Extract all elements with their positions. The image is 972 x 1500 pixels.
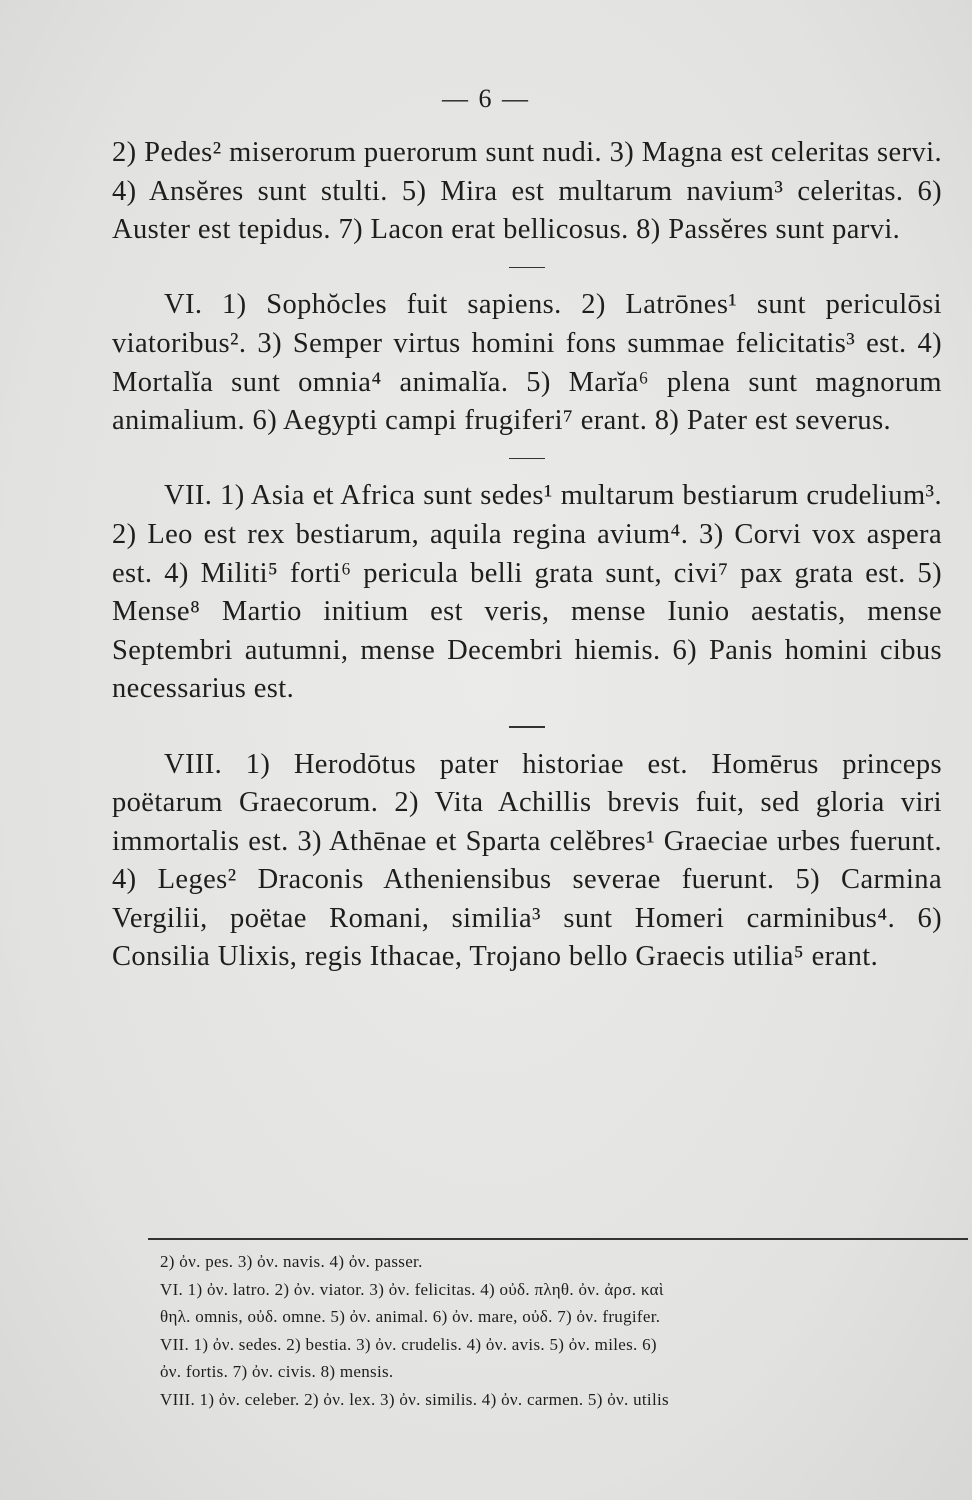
footnotes <box>160 1248 965 1413</box>
section-divider <box>509 267 545 269</box>
section-divider <box>509 458 545 460</box>
footnote-line: VIII. 1) ὀν. celeber. 2) ὀν. lex. 3) ὀν. similis. 4) ὀν. carmen. 5) ὀν. utilis <box>160 1389 669 1409</box>
footnote-line: VII. 1) ὀν. sedes. 2) bestia. 3) ὀν. crudelis. 4) ὀν. avis. 5) ὀν. miles. 6) <box>160 1334 657 1354</box>
section-viii: VIII. 1) Herodōtus pater historiae est. Homērus princeps poëtarum Graecorum. 2) Vita Achillis brevis fuit, sed gloria viri immortalis est. 3) Athēnae et Sparta celĕbres¹ Graeciae urbes fuerunt. 4) Leges² Draconis Atheniensibus severae fuerunt. 5) Carmina Vergilii, poëtae Romani, similia³ sunt Homeri carminibus⁴. 6) Consilia Ulixis, regis Ithacae, Trojano bello Graecis utilia⁵ erant. <box>112 748 942 973</box>
footnote-rule <box>148 1238 968 1240</box>
footnote-line: 2) ὀν. pes. 3) ὀν. navis. 4) ὀν. passer. <box>160 1252 423 1271</box>
footnote-line: θηλ. omnis, οὐδ. omne. 5) ὀν. animal. 6) ὀν. mare, οὐδ. 7) ὀν. frugifer. <box>160 1307 661 1326</box>
section-v-continued: 2) Pedes² miserorum puerorum sunt nudi. 3) Magna est celeritas servi. 4) Ansĕres sunt stulti. 5) Mira est multarum navium³ celeritas. 6) Auster est tepidus. 7) Lacon erat bellicosus. 8) Passĕres sunt parvi. <box>112 137 942 246</box>
exercise-text <box>112 134 942 977</box>
section-vi: VI. 1) Sophŏcles fuit sapiens. 2) Latrōnes¹ sunt periculōsi viatoribus². 3) Semper virtus homini fons summae felicitatis³ est. 4) Mortalĭa sunt omnia⁴ animalĭa. 5) Marĭa⁶ plena sunt magnorum animalium. 6) Aegypti campi frugiferi⁷ erant. 8) Pater est severus. <box>112 289 942 437</box>
footnote-line: ὀν. fortis. 7) ὀν. civis. 8) mensis. <box>160 1362 394 1381</box>
section-divider <box>509 726 545 728</box>
page-number: — 6 — <box>442 84 530 113</box>
footnote-line: VI. 1) ὀν. latro. 2) ὀν. viator. 3) ὀν. felicitas. 4) οὐδ. πληθ. ὀν. ἀρσ. καὶ <box>160 1279 664 1299</box>
section-vii: VII. 1) Asia et Africa sunt sedes¹ multarum bestiarum crudelium³. 2) Leo est rex bestiarum, aquila regina avium⁴. 3) Corvi vox aspera est. 4) Militi⁵ forti⁶ pericula belli grata sunt, civi⁷ pax grata est. 5) Mense⁸ Martio initium est veris, mense Iunio aestatis, mense Septembri autumni, mense Decembri hiemis. 6) Panis homini cibus necessarius est. <box>112 480 942 705</box>
